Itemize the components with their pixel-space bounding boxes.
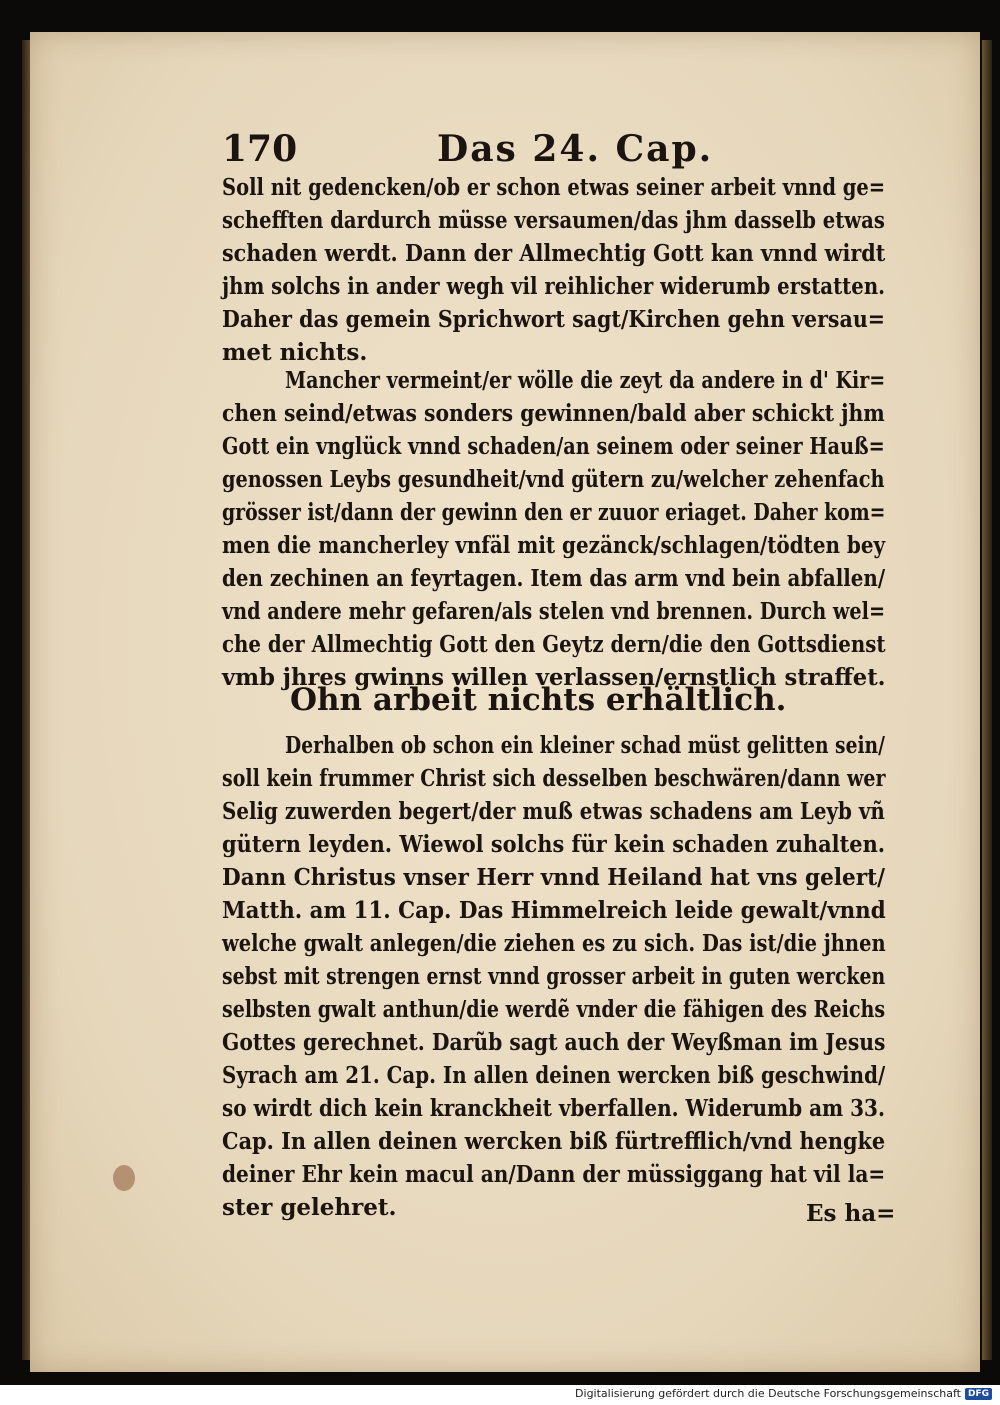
text-line: genossen Leybs gesundheit/vnd gütern zu/welcher zehenfach [222, 466, 885, 493]
section-heading: Ohn arbeit nichts erhältlich. [290, 682, 787, 718]
running-title: Das 24. Cap. [437, 128, 714, 170]
text-line: den zechinen an feyrtagen. Item das arm vnd bein abfallen/ [222, 565, 886, 592]
page-number: 170 [222, 128, 298, 170]
text-line: Selig zuwerden begert/der muß etwas schadens am Leyb vñ [222, 798, 885, 825]
text-line: sebst mit strengen ernst vnnd grosser arbeit in guten wercken [222, 963, 886, 990]
text-line: met nichts. [222, 339, 368, 366]
text-line: gütern leyden. Wiewol solchs für kein schaden zuhalten. [222, 831, 886, 858]
text-line: chen seind/etwas sonders gewinnen/bald aber schickt jhm [222, 400, 885, 427]
text-line: Dann Christus vnser Herr vnnd Heiland hat vns gelert/ [222, 864, 885, 891]
text-line: Cap. In allen deinen wercken biß fürtrefflich/vnd hengke [222, 1128, 886, 1155]
text-line: schaden werdt. Dann der Allmechtig Gott kan vnnd wirdt [222, 240, 886, 267]
text-line: Mancher vermeint/er wölle die zeyt da andere in d' Kir= [285, 367, 886, 394]
page-stain [113, 1165, 135, 1191]
footer-text: Digitalisierung gefördert durch die Deutsche Forschungsgemeinschaft [575, 1387, 961, 1400]
text-line: Gottes gerechnet. Darũb sagt auch der Weyßman im Jesus [222, 1029, 886, 1056]
text-line: so wirdt dich kein kranckheit vberfallen. Widerumb am 33. [222, 1095, 885, 1122]
text-line: Derhalben ob schon ein kleiner schad müst gelitten sein/ [285, 732, 885, 759]
text-line: Matth. am 11. Cap. Das Himmelreich leide gewalt/vnnd [222, 897, 886, 924]
page-edge-right [982, 40, 992, 1360]
text-line: men die mancherley vnfäl mit gezänck/schlagen/tödten bey [222, 532, 886, 559]
text-line: grösser ist/dann der gewinn den er zuuor eriaget. Daher kom= [222, 499, 886, 526]
footer-credit [575, 1387, 992, 1400]
text-line: vnd andere mehr gefaren/als stelen vnd brennen. Durch wel= [222, 598, 886, 625]
text-line: Syrach am 21. Cap. In allen deinen wercken biß geschwind/ [222, 1062, 886, 1089]
text-line: ster gelehret. [222, 1194, 397, 1221]
text-line: schefften dardurch müsse versaumen/das jhm dasselb etwas [222, 207, 885, 234]
text-line: jhm solchs in ander wegh vil reihlicher widerumb erstatten. [222, 273, 886, 300]
text-line: Daher das gemein Sprichwort sagt/Kirchen gehn versau= [222, 306, 885, 333]
text-line: selbsten gwalt anthun/die werdẽ vnder die fähigen des Reichs [222, 996, 886, 1023]
page-header [222, 128, 882, 178]
text-line: Gott ein vnglück vnnd schaden/an seinem oder seiner Hauß= [222, 433, 885, 460]
catchword: Es ha= [806, 1200, 896, 1227]
text-line: Soll nit gedencken/ob er schon etwas seiner arbeit vnnd ge= [222, 174, 886, 201]
text-line: soll kein frummer Christ sich desselben beschwären/dann wer [222, 765, 886, 792]
text-line: che der Allmechtig Gott den Geytz dern/die den Gottsdienst [222, 631, 886, 658]
text-line: deiner Ehr kein macul an/Dann der müssiggang hat vil la= [222, 1161, 886, 1188]
dfg-logo: DFG [965, 1388, 992, 1400]
text-line: welche gwalt anlegen/die ziehen es zu sich. Das ist/die jhnen [222, 930, 886, 957]
text-line: vmb jhres gwinns willen verlassen/ernstlich straffet. [222, 664, 886, 691]
